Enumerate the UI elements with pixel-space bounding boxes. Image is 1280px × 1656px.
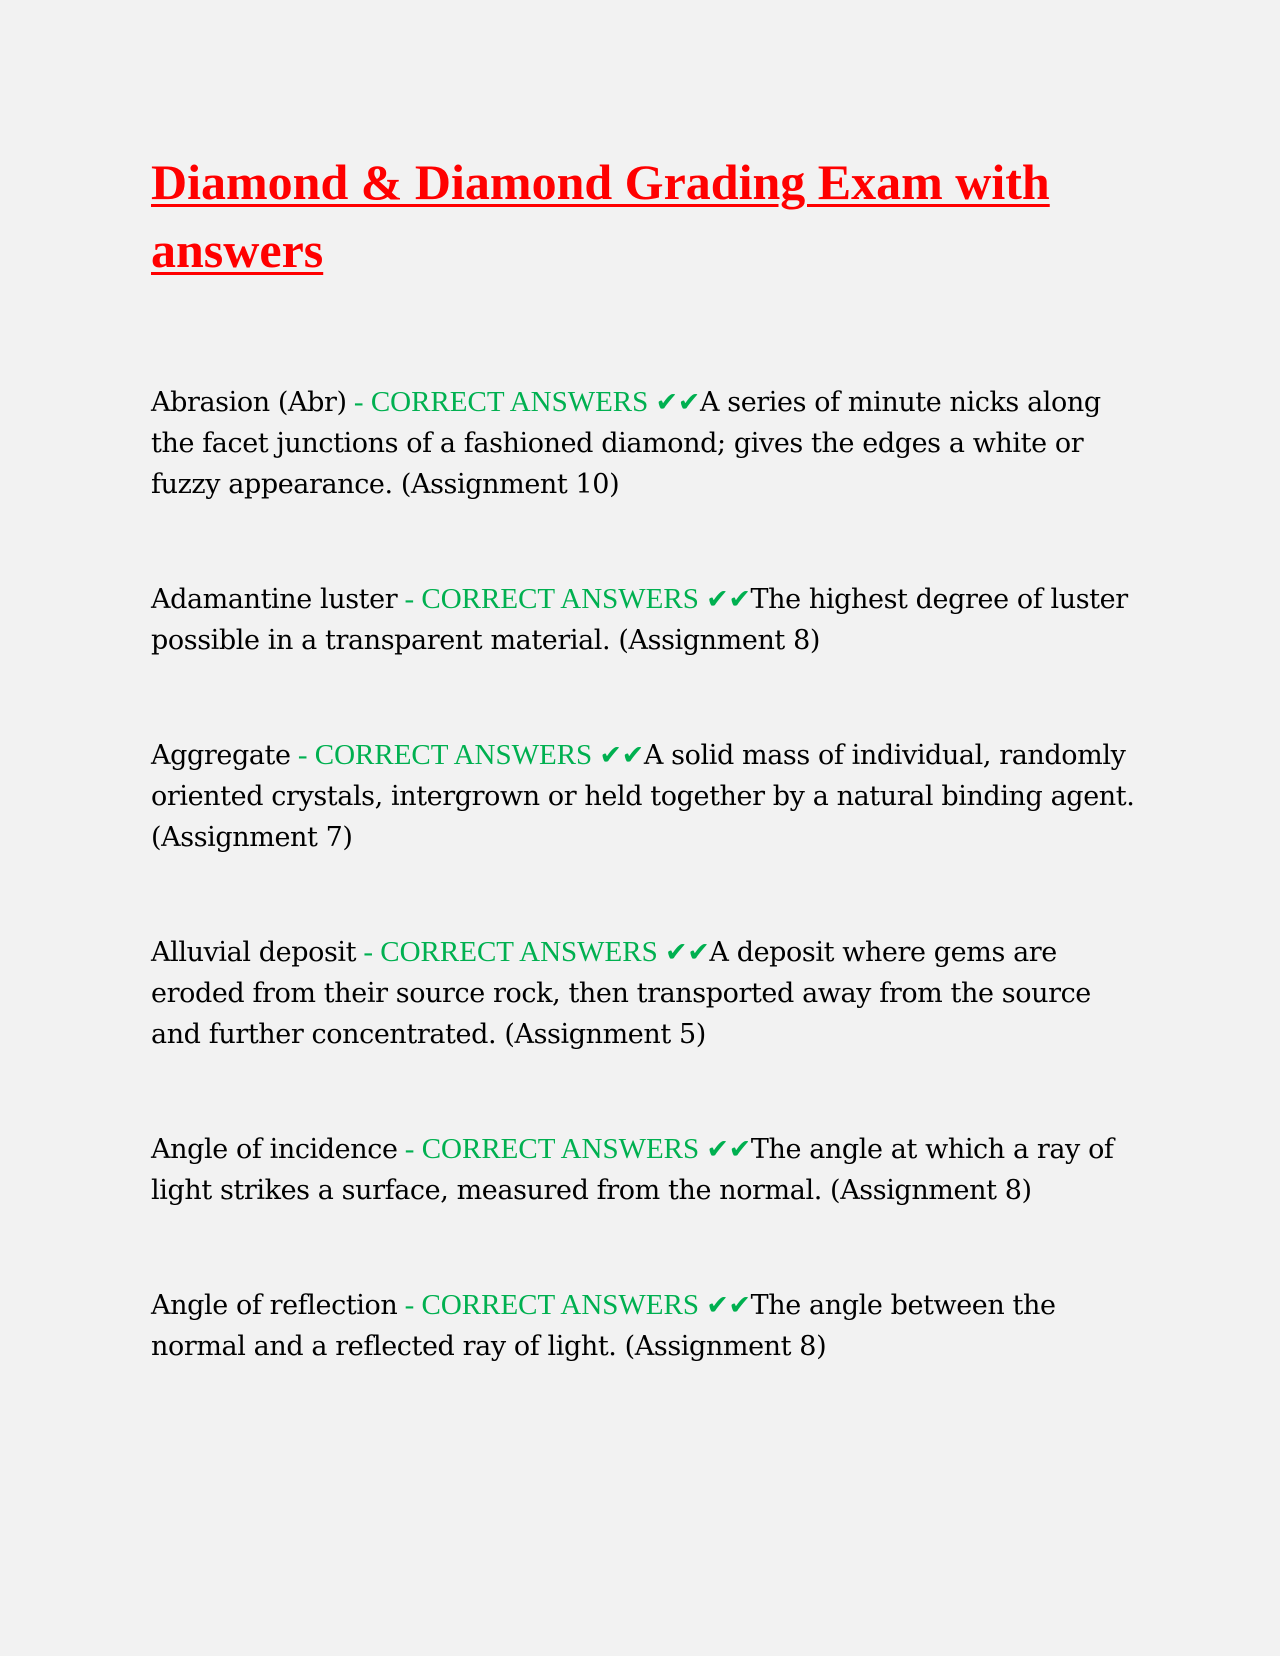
double-check-icon: ✔✔	[706, 1134, 751, 1165]
double-check-icon: ✔✔	[664, 937, 710, 968]
qa-definition: The highest degree of luster possible in a transparent material. (Assignment 8)	[151, 584, 1128, 656]
double-check-icon: ✔✔	[655, 387, 700, 418]
qa-definition: A series of minute nicks along the facet junctions of a fashioned diamond; gives the edges a white or fuzzy appearance. (Assignment 10)	[151, 387, 1101, 500]
correct-answers-label: - CORRECT ANSWERS	[290, 739, 600, 771]
correct-answers-label: - CORRECT ANSWERS	[346, 386, 656, 418]
qa-term: Aggregate	[151, 740, 291, 771]
double-check-icon: ✔✔	[599, 740, 644, 771]
qa-item-alluvial-deposit	[151, 932, 1141, 1055]
qa-term: Adamantine luster	[151, 584, 398, 615]
double-check-icon: ✔✔	[706, 584, 751, 615]
qa-item-adamantine-luster	[151, 579, 1141, 661]
qa-item-aggregate	[151, 735, 1141, 858]
correct-answers-label: - CORRECT ANSWERS	[356, 936, 665, 968]
qa-item-angle-of-reflection	[151, 1285, 1141, 1367]
qa-item-angle-of-incidence	[151, 1129, 1141, 1211]
qa-definition: A solid mass of individual, randomly oriented crystals, intergrown or held together by a natural binding agent. (Assignment 7)	[151, 740, 1135, 853]
qa-list	[151, 382, 1141, 1441]
qa-definition: The angle at which a ray of light strikes a surface, measured from the normal. (Assignment 8)	[151, 1134, 1114, 1206]
qa-item-abrasion	[151, 382, 1141, 505]
qa-term: Abrasion (Abr)	[151, 387, 347, 418]
correct-answers-label: - CORRECT ANSWERS	[397, 1133, 707, 1165]
correct-answers-label: - CORRECT ANSWERS	[397, 583, 707, 615]
qa-term: Angle of incidence	[151, 1134, 398, 1165]
page-title: Diamond & Diamond Grading Exam with answers	[151, 154, 1050, 278]
qa-term: Angle of reflection	[151, 1290, 398, 1321]
correct-answers-label: - CORRECT ANSWERS	[397, 1289, 707, 1321]
double-check-icon: ✔✔	[706, 1290, 751, 1321]
qa-definition: A deposit where gems are eroded from their source rock, then transported away from the source and further concentrated. (Assignment 5)	[151, 937, 1091, 1050]
qa-definition: The angle between the normal and a reflected ray of light. (Assignment 8)	[151, 1290, 1056, 1362]
qa-term: Alluvial deposit	[151, 937, 357, 968]
